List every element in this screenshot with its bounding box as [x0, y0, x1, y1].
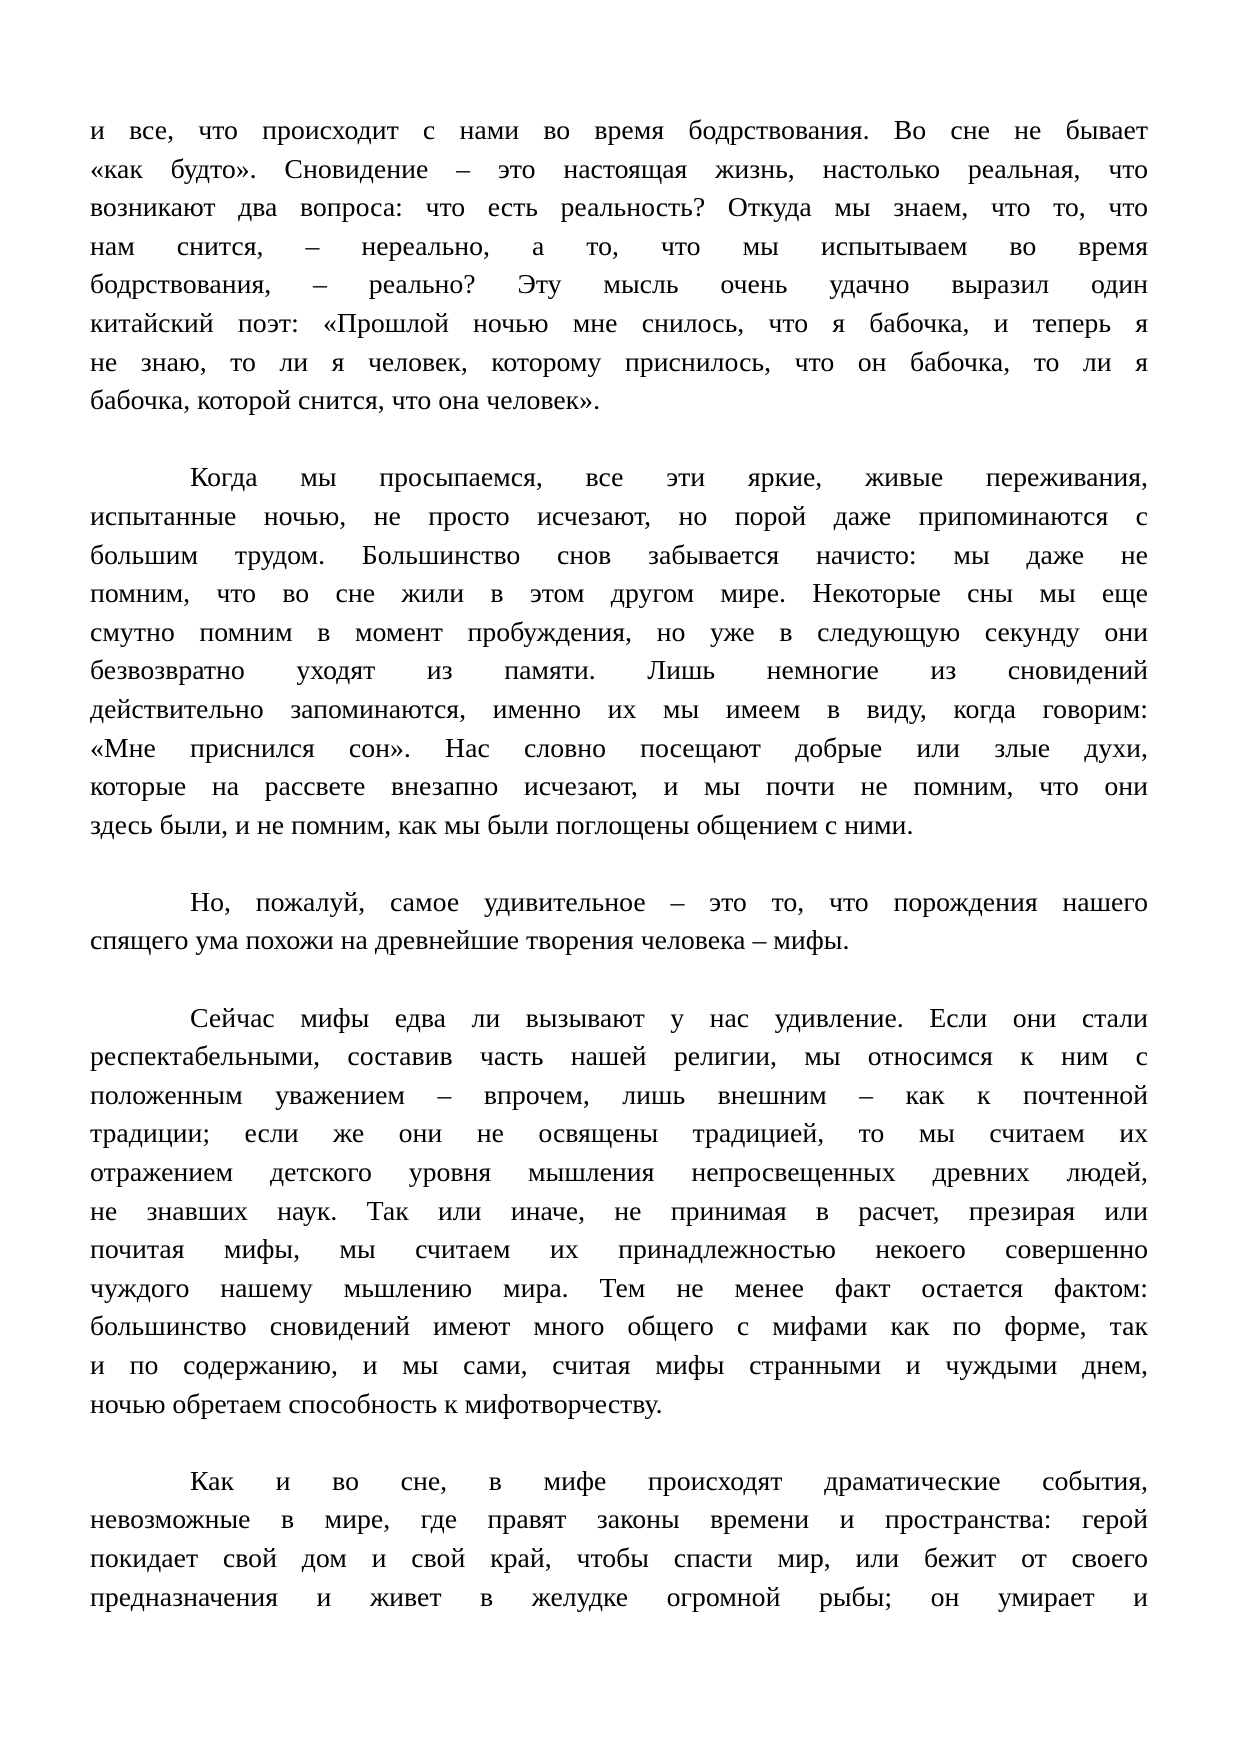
text-line: и все, что происходит с нами во время бодрствования. Во сне не бывает	[90, 115, 1148, 146]
text-line: не знаю, то ли я человек, которому приснилось, что он бабочка, то ли я	[90, 346, 1148, 378]
text-block	[90, 112, 1148, 1617]
text-line: «как будто». Сновидение – это настоящая жизнь, настолько реальная, что	[90, 153, 1148, 185]
paragraph	[90, 459, 1148, 845]
paragraph	[90, 1000, 1148, 1425]
text-line: Как и во сне, в мифе происходят драматические события,	[190, 1465, 1148, 1497]
text-line: почитая мифы, мы считаем их принадлежностью некоего совершенно	[90, 1234, 1148, 1266]
text-line: респектабельными, составив часть нашей религии, мы относимся к ним с	[90, 1041, 1148, 1073]
text-line: большим трудом. Большинство снов забывается начисто: мы даже не	[90, 539, 1148, 571]
paragraph	[90, 884, 1148, 961]
text-line: отражением детского уровня мышления непросвещенных древних людей,	[90, 1157, 1148, 1189]
text-line: нам снится, – нереально, а то, что мы испытываем во время	[90, 230, 1148, 262]
text-line: чуждого нашему мьшлению мира. Тем не менее факт остается фактом:	[90, 1272, 1148, 1304]
text-line: которые на рассвете внезапно исчезают, и мы почти не помним, что они	[90, 771, 1148, 803]
text-line: Когда мы просыпаемся, все эти яркие, живые переживания,	[190, 462, 1148, 494]
text-line: испытанные ночью, не просто исчезают, но порой даже припоминаются с	[90, 500, 1148, 532]
text-line: бабочка, которой снится, что она человек».	[90, 385, 601, 417]
text-line: спящего ума похожи на древнейшие творения человека – мифы.	[90, 925, 850, 957]
text-line: предназначения и живет в желудке огромной рыбы; он умирает и	[90, 1581, 1148, 1613]
text-line: положенным уважением – впрочем, лишь внешним – как к почтенной	[90, 1079, 1148, 1111]
text-line: большинство сновидений имеют много общего с мифами как по форме, так	[90, 1311, 1148, 1343]
text-line: Сейчас мифы едва ли вызывают у нас удивление. Если они стали	[190, 1002, 1148, 1034]
text-line: ночью обретаем способность к мифотворчеству.	[90, 1388, 663, 1420]
text-line: действительно запоминаются, именно их мы имеем в виду, когда говорим:	[90, 693, 1148, 725]
text-line: безвозвратно уходят из памяти. Лишь немногие из сновидений	[90, 655, 1148, 687]
paragraph	[90, 112, 1148, 421]
text-line: и по содержанию, и мы сами, считая мифы странными и чуждыми днем,	[90, 1350, 1148, 1381]
text-line: «Мне приснился сон». Нас словно посещают добрые или злые духи,	[90, 732, 1148, 764]
text-line: бодрствования, – реально? Эту мысль очень удачно выразил один	[90, 269, 1148, 301]
text-line: здесь были, и не помним, как мы были поглощены общением с ними.	[90, 809, 914, 841]
paragraph	[90, 1463, 1148, 1617]
text-line: покидает свой дом и свой край, чтобы спасти мир, или бежит от своего	[90, 1542, 1148, 1574]
text-line: невозможные в мире, где правят законы времени и пространства: герой	[90, 1504, 1148, 1536]
text-line: смутно помним в момент пробуждения, но уже в следующую секунду они	[90, 616, 1148, 648]
text-line: традиции; если же они не освящены традицией, то мы считаем их	[90, 1118, 1148, 1150]
text-line: Но, пожалуй, самое удивительное – это то, что порождения нашего	[190, 886, 1148, 918]
text-line: китайский поэт: «Прошлой ночью мне снилось, что я бабочка, и теперь я	[90, 307, 1148, 339]
text-line: помним, что во сне жили в этом другом мире. Некоторые сны мы еще	[90, 578, 1148, 610]
text-line: возникают два вопроса: что есть реальность? Откуда мы знаем, что то, что	[90, 192, 1148, 224]
text-line: не знавших наук. Так или иначе, не принимая в расчет, презирая или	[90, 1195, 1148, 1227]
